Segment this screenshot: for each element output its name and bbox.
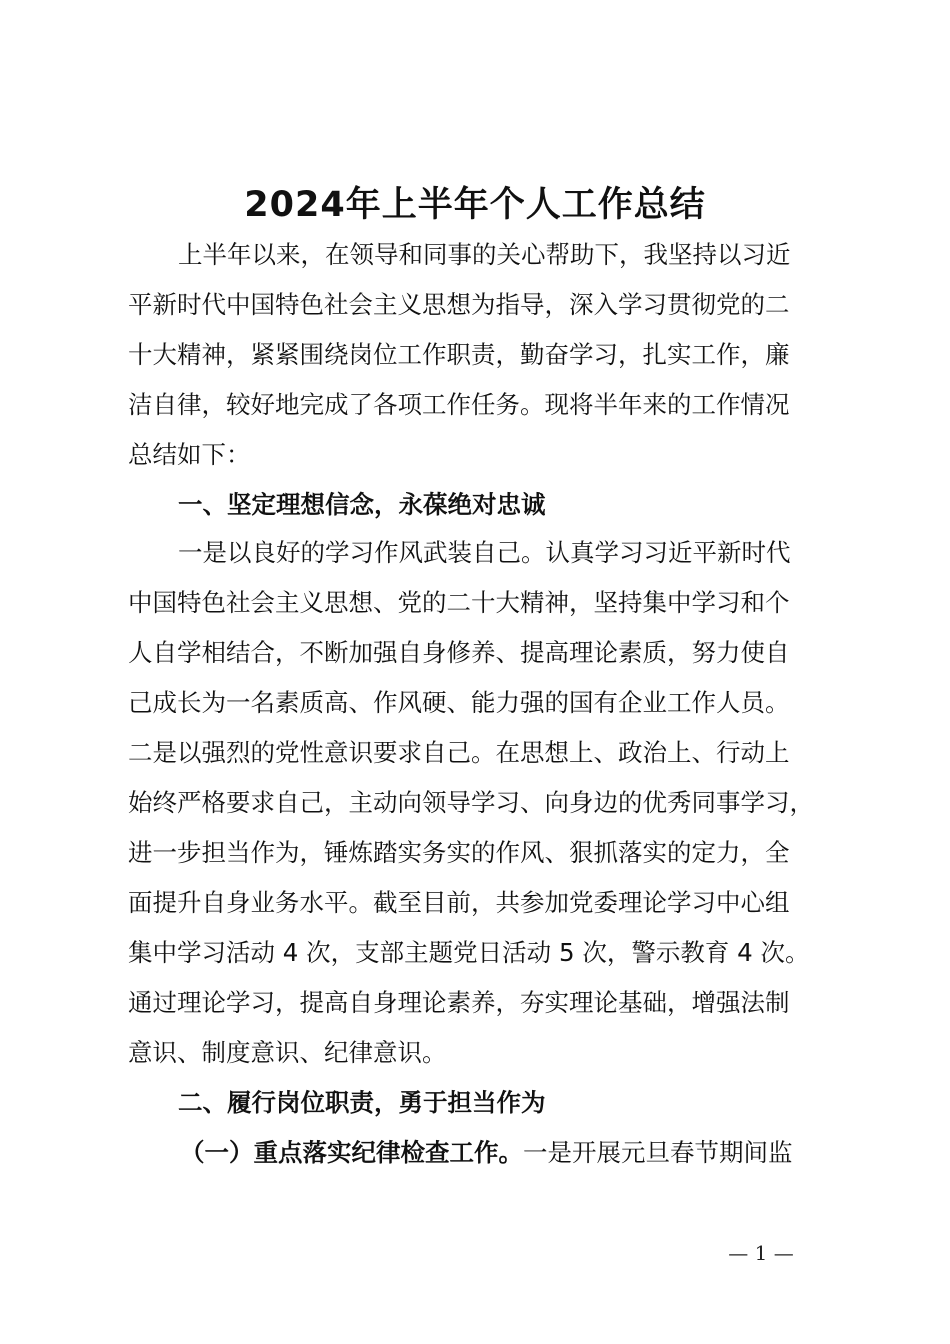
- paragraph-line: 面提升自身业务水平。截至目前，共参加党委理论学习中心组: [128, 888, 790, 917]
- paragraph-line: 洁自律，较好地完成了各项工作任务。现将半年来的工作情况: [128, 390, 790, 419]
- paragraph-line: 意识、制度意识、纪律意识。: [128, 1038, 447, 1067]
- paragraph-line: 总结如下：: [128, 440, 251, 469]
- paragraph-line: 平新时代中国特色社会主义思想为指导，深入学习贯彻党的二: [128, 290, 790, 319]
- paragraph-line: 集中学习活动 4 次，支部主题党日活动 5 次，警示教育 4 次。: [128, 938, 810, 967]
- subsection-line: [180, 1136, 793, 1170]
- paragraph-line: 中国特色社会主义思想、党的二十大精神，坚持集中学习和个: [128, 588, 790, 617]
- section-heading-1: 一、坚定理想信念，永葆绝对忠诚: [178, 490, 546, 519]
- paragraph-line: 上半年以来，在领导和同事的关心帮助下，我坚持以习近: [178, 240, 791, 269]
- paragraph-line: 二是以强烈的党性意识要求自己。在思想上、政治上、行动上: [128, 738, 790, 767]
- paragraph-line: 通过理论学习，提高自身理论素养，夯实理论基础，增强法制: [128, 988, 790, 1017]
- section-heading-2: 二、履行岗位职责，勇于担当作为: [178, 1088, 546, 1117]
- document-title: 2024年上半年个人工作总结: [244, 185, 706, 225]
- paragraph-line: 人自学相结合，不断加强自身修养、提高理论素质，努力使自: [128, 638, 790, 667]
- paragraph-line: 己成长为一名素质高、作风硬、能力强的国有企业工作人员。: [128, 688, 790, 717]
- paragraph-line: 始终严格要求自己，主动向领导学习、向身边的优秀同事学习，: [128, 788, 814, 817]
- subsection-text: 一是开展元旦春节期间监: [523, 1138, 793, 1167]
- page-number: — 1 —: [728, 1241, 794, 1265]
- paragraph-line: 十大精神，紧紧围绕岗位工作职责，勤奋学习，扎实工作，廉: [128, 340, 790, 369]
- paragraph-line: 一是以良好的学习作风武装自己。认真学习习近平新时代: [178, 538, 791, 567]
- subsection-heading: （一）重点落实纪律检查工作。: [180, 1138, 523, 1167]
- paragraph-line: 进一步担当作为，锤炼踏实务实的作风、狠抓落实的定力，全: [128, 838, 790, 867]
